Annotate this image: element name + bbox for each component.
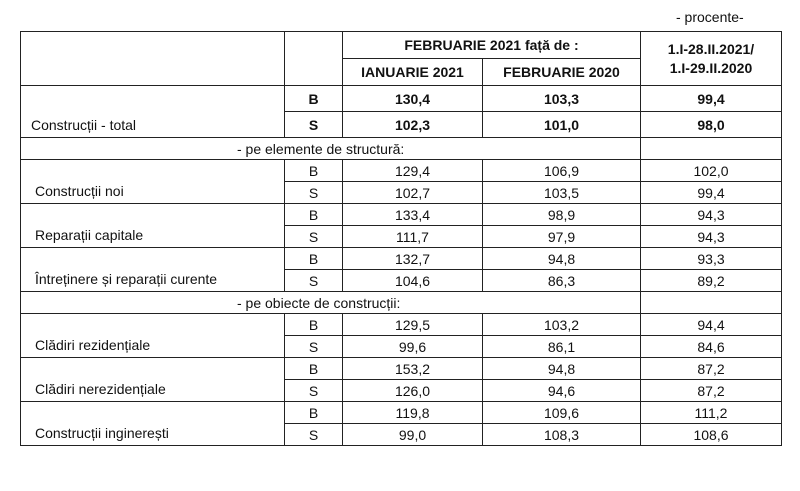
section-blank xyxy=(641,292,782,314)
value-cell: 86,3 xyxy=(483,270,641,292)
header-col-january: IANUARIE 2021 xyxy=(343,59,483,86)
value-cell: 111,2 xyxy=(641,402,782,424)
value-cell: 98,9 xyxy=(483,204,641,226)
value-cell: 103,5 xyxy=(483,182,641,204)
value-cell: 99,0 xyxy=(343,424,483,446)
value-cell: 153,2 xyxy=(343,358,483,380)
table-row xyxy=(21,248,782,270)
row-label-maintenance: Întreținere și reparații curente xyxy=(21,248,285,292)
value-cell: 103,3 xyxy=(483,86,641,112)
header-blank-type xyxy=(285,32,343,86)
value-cell: 111,7 xyxy=(343,226,483,248)
value-cell: 89,2 xyxy=(641,270,782,292)
table-row xyxy=(21,160,782,182)
type-cell: B xyxy=(285,248,343,270)
section-row xyxy=(21,138,782,160)
type-cell: B xyxy=(285,204,343,226)
value-cell: 97,9 xyxy=(483,226,641,248)
value-cell: 94,6 xyxy=(483,380,641,402)
type-cell: B xyxy=(285,160,343,182)
value-cell: 102,7 xyxy=(343,182,483,204)
section-row xyxy=(21,292,782,314)
value-cell: 94,8 xyxy=(483,248,641,270)
type-cell: S xyxy=(285,380,343,402)
table-row xyxy=(21,358,782,380)
value-cell: 119,8 xyxy=(343,402,483,424)
type-cell: B xyxy=(285,86,343,112)
value-cell: 84,6 xyxy=(641,336,782,358)
row-label-engineering: Construcții inginerești xyxy=(21,402,285,446)
table-row xyxy=(21,204,782,226)
value-cell: 109,6 xyxy=(483,402,641,424)
type-cell: S xyxy=(285,424,343,446)
value-cell: 103,2 xyxy=(483,314,641,336)
value-cell: 102,3 xyxy=(343,112,483,138)
value-cell: 86,1 xyxy=(483,336,641,358)
value-cell: 99,4 xyxy=(641,86,782,112)
value-cell: 106,9 xyxy=(483,160,641,182)
type-cell: S xyxy=(285,226,343,248)
value-cell: 108,6 xyxy=(641,424,782,446)
value-cell: 87,2 xyxy=(641,358,782,380)
row-label-residential: Clădiri rezidențiale xyxy=(21,314,285,358)
header-span-title: FEBRUARIE 2021 față de : xyxy=(343,32,641,59)
value-cell: 108,3 xyxy=(483,424,641,446)
value-cell: 133,4 xyxy=(343,204,483,226)
value-cell: 94,4 xyxy=(641,314,782,336)
value-cell: 94,8 xyxy=(483,358,641,380)
type-cell: B xyxy=(285,402,343,424)
value-cell: 129,4 xyxy=(343,160,483,182)
value-cell: 94,3 xyxy=(641,226,782,248)
type-cell: S xyxy=(285,182,343,204)
header-cumulative-line1: 1.I-28.II.2021/ xyxy=(667,40,755,57)
type-cell: S xyxy=(285,112,343,138)
value-cell: 87,2 xyxy=(641,380,782,402)
row-label-capital-repairs: Reparații capitale xyxy=(21,204,285,248)
row-label-new-constructions: Construcții noi xyxy=(21,160,285,204)
value-cell: 132,7 xyxy=(343,248,483,270)
type-cell: B xyxy=(285,358,343,380)
value-cell: 129,5 xyxy=(343,314,483,336)
type-cell: S xyxy=(285,336,343,358)
value-cell: 93,3 xyxy=(641,248,782,270)
table-row xyxy=(21,314,782,336)
table-row xyxy=(21,402,782,424)
value-cell: 101,0 xyxy=(483,112,641,138)
value-cell: 102,0 xyxy=(641,160,782,182)
unit-note: - procente- xyxy=(676,9,744,25)
section-title-objects: - pe obiecte de construcții: xyxy=(21,292,641,314)
header-blank-label xyxy=(21,32,285,86)
value-cell: 94,3 xyxy=(641,204,782,226)
value-cell: 99,4 xyxy=(641,182,782,204)
table-row xyxy=(21,86,782,112)
value-cell: 104,6 xyxy=(343,270,483,292)
header-col-february: FEBRUARIE 2020 xyxy=(483,59,641,86)
header-cumulative-line2: 1.I-29.II.2020 xyxy=(669,59,753,76)
row-label-total: Construcții - total xyxy=(21,86,285,138)
header-cumulative xyxy=(641,32,782,86)
section-blank xyxy=(641,138,782,160)
value-cell: 126,0 xyxy=(343,380,483,402)
header-row-1 xyxy=(21,32,782,59)
section-title-structure: - pe elemente de structură: xyxy=(21,138,641,160)
row-label-nonresidential: Clădiri nerezidențiale xyxy=(21,358,285,402)
value-cell: 130,4 xyxy=(343,86,483,112)
value-cell: 99,6 xyxy=(343,336,483,358)
type-cell: S xyxy=(285,270,343,292)
value-cell: 98,0 xyxy=(641,112,782,138)
type-cell: B xyxy=(285,314,343,336)
construction-index-table xyxy=(20,31,782,446)
